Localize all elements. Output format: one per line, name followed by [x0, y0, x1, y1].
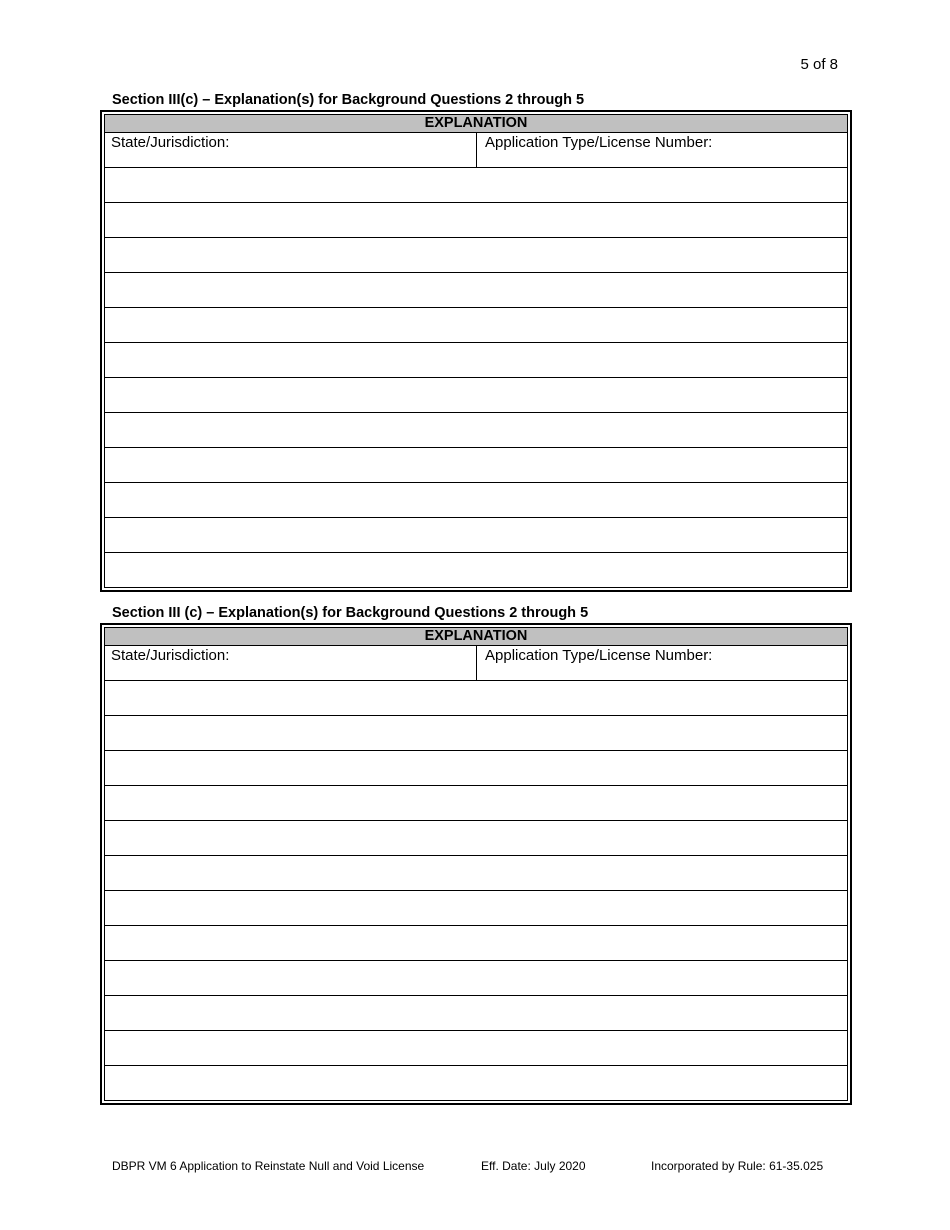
section-title-1: Section III(c) – Explanation(s) for Background Questions 2 through 5 [112, 92, 585, 108]
license-number-field[interactable] [476, 646, 847, 680]
explanation-line[interactable] [105, 168, 847, 203]
explanation-line[interactable] [105, 786, 847, 821]
explanation-form-2 [100, 623, 852, 1105]
explanation-line[interactable] [105, 343, 847, 378]
state-jurisdiction-label: State/Jurisdiction: [111, 134, 230, 151]
license-number-label: Application Type/License Number: [485, 647, 713, 664]
form-fields-row [105, 133, 847, 168]
explanation-line[interactable] [105, 553, 847, 587]
explanation-header: EXPLANATION [105, 628, 847, 646]
explanation-line[interactable] [105, 821, 847, 856]
explanation-line[interactable] [105, 751, 847, 786]
explanation-line[interactable] [105, 996, 847, 1031]
license-number-field[interactable] [476, 133, 847, 167]
explanation-line[interactable] [105, 273, 847, 308]
explanation-line[interactable] [105, 1066, 847, 1100]
explanation-line[interactable] [105, 203, 847, 238]
explanation-line[interactable] [105, 238, 847, 273]
license-number-label: Application Type/License Number: [485, 134, 713, 151]
explanation-lines [105, 168, 847, 587]
state-jurisdiction-field[interactable] [105, 646, 476, 680]
state-jurisdiction-label: State/Jurisdiction: [111, 647, 230, 664]
footer-form-name: DBPR VM 6 Application to Reinstate Null and Void License [112, 1159, 425, 1173]
explanation-line[interactable] [105, 483, 847, 518]
explanation-line[interactable] [105, 308, 847, 343]
explanation-line[interactable] [105, 413, 847, 448]
explanation-line[interactable] [105, 856, 847, 891]
explanation-line[interactable] [105, 518, 847, 553]
explanation-lines [105, 681, 847, 1100]
form-fields-row [105, 646, 847, 681]
footer [112, 1159, 842, 1173]
explanation-form-1 [100, 110, 852, 592]
explanation-line[interactable] [105, 1031, 847, 1066]
footer-eff-date: Eff. Date: July 2020 [481, 1159, 586, 1173]
explanation-line[interactable] [105, 681, 847, 716]
explanation-header: EXPLANATION [105, 115, 847, 133]
page-number: 5 of 8 [800, 56, 838, 73]
section-title-2: Section III (c) – Explanation(s) for Background Questions 2 through 5 [112, 605, 589, 621]
state-jurisdiction-field[interactable] [105, 133, 476, 167]
explanation-line[interactable] [105, 378, 847, 413]
explanation-line[interactable] [105, 716, 847, 751]
explanation-line[interactable] [105, 448, 847, 483]
explanation-line[interactable] [105, 926, 847, 961]
explanation-line[interactable] [105, 891, 847, 926]
footer-rule: Incorporated by Rule: 61-35.025 [651, 1159, 824, 1173]
explanation-line[interactable] [105, 961, 847, 996]
